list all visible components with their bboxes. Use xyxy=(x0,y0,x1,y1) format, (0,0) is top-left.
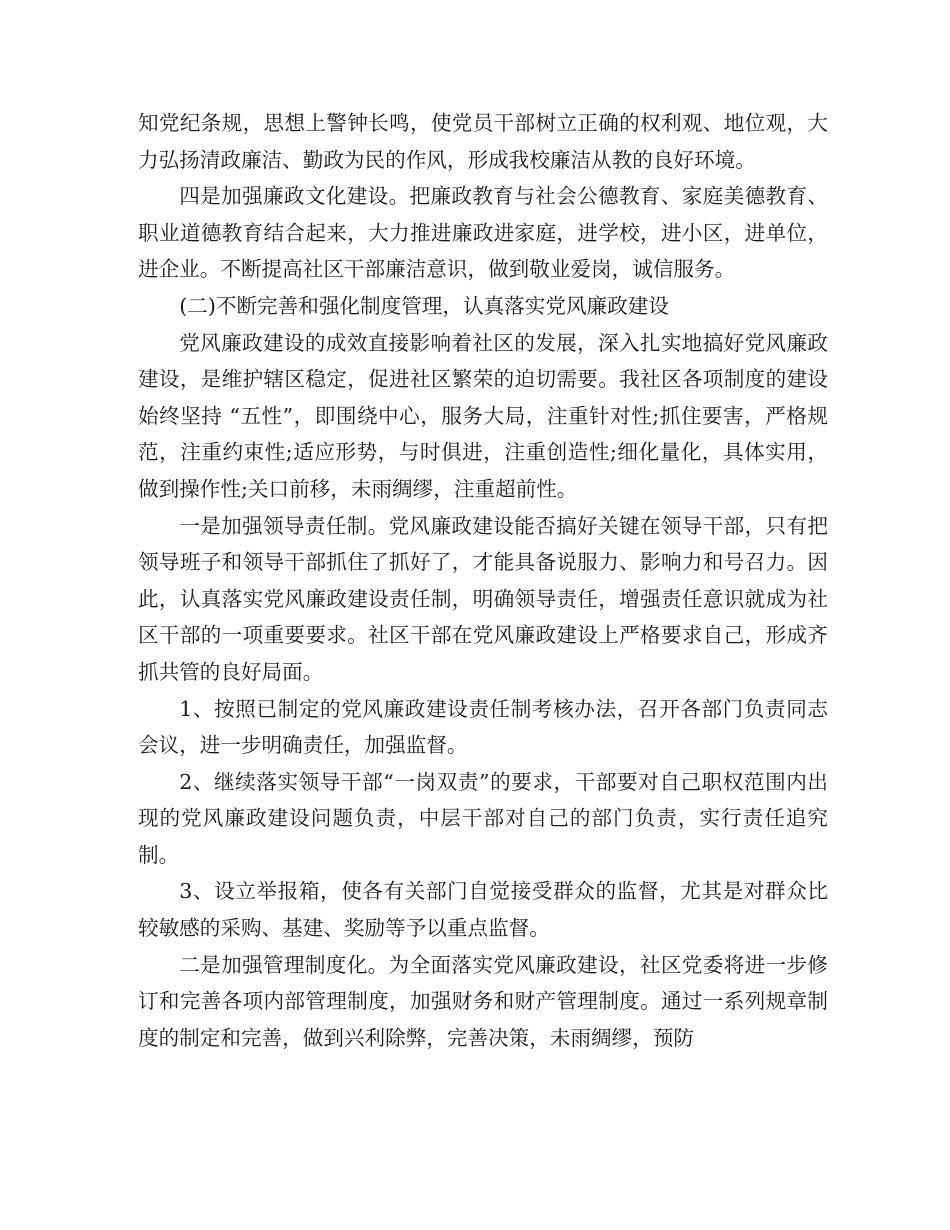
paragraph-item-one: 一是加强领导责任制。党风廉政建设能否搞好关键在领导干部，只有把领导班子和领导干部抓住了抓好了，才能具备说服力、影响力和号召力。因此，认真落实党风廉政建设责任制，明确领导责任，增强责任意识就成为社区干部的一项重要要求。社区干部在党风廉政建设上严格要求自己，形成齐抓共管的良好局面。 xyxy=(138,513,828,684)
section-heading: (二)不断完善和强化制度管理，认真落实党风廉政建设 xyxy=(179,293,669,318)
document-page xyxy=(138,105,828,1056)
paragraph-item-two: 二是加强管理制度化。为全面落实党风廉政建设，社区党委将进一步修订和完善各项内部管理制度，加强财务和财产管理制度。通过一系列规章制度的制定和完善，做到兴利除弊，完善决策，未雨绸缪，预防 xyxy=(138,952,828,1050)
paragraph-continuation: 知党纪条规，思想上警钟长鸣，使党员干部树立正确的权利观、地位观，大力弘扬清政廉洁、勤政为民的作风，形成我校廉洁从教的良好环境。 xyxy=(138,111,828,172)
list-item-1: 1、按照已制定的党风廉政建设责任制考核办法，召开各部门负责同志会议，进一步明确责任，加强监督。 xyxy=(138,696,828,758)
paragraph-item-four: 四是加强廉政文化建设。把廉政教育与社会公德教育、家庭美德教育、职业道德教育结合起来，大力推进廉政进家庭，进学校，进小区，进单位，进企业。不断提高社区干部廉洁意识，做到敬业爱岗，诚信服务。 xyxy=(138,184,828,282)
paragraph-intro: 党风廉政建设的成效直接影响着社区的发展，深入扎实地搞好党风廉政建设，是维护辖区稳定，促进社区繁荣的迫切需要。我社区各项制度的建设始终坚持 “五性”，即围绕中心，服务大局，注重针对性;抓住要害，严格规范，注重约束性;适应形势，与时俱进，注重创造性;细化量化，具体实用，做到操作性;关口前移，未雨绸缪，注重超前性。 xyxy=(138,330,828,501)
list-item-2: 2、继续落实领导干部“一岗双责”的要求，干部要对自己职权范围内出现的党风廉政建设问题负责，中层干部对自己的部门负责，实行责任追究制。 xyxy=(138,769,828,867)
list-item-3: 3、设立举报箱，使各有关部门自觉接受群众的监督，尤其是对群众比较敏感的采购、基建、奖励等予以重点监督。 xyxy=(138,879,828,941)
